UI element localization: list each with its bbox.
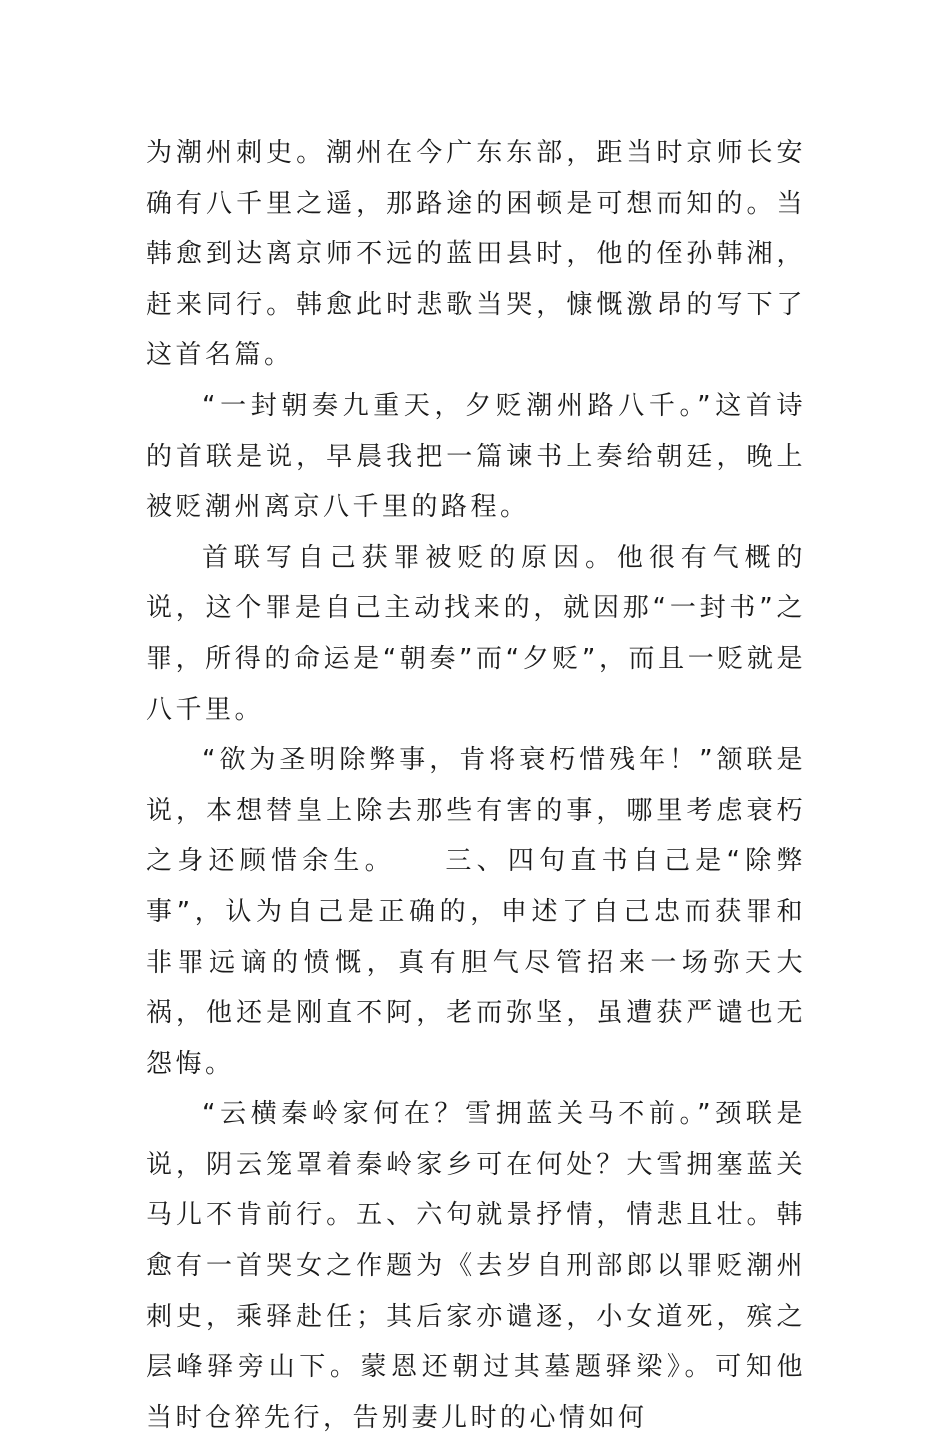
paragraph-4: “欲为圣明除弊事，肯将衰朽惜残年！”颔联是说，本想替皇上除去那些有害的事，哪里考虑衰朽之身还顾惜余生。 三、四句直书自己是“除弊事”，认为自己是正确的，申述了自己忠而获罪和非罪远谪的愤慨，真有胆气尽管招来一场弥天大祸，他还是刚直不阿，老而弥坚，虽遭获严谴也无怨悔。	[146, 745, 806, 1079]
paragraph-5: “云横秦岭家何在？雪拥蓝关马不前。”颈联是说，阴云笼罩着秦岭家乡可在何处？大雪拥塞蓝关马儿不肯前行。五、六句就景抒情，情悲且壮。韩愈有一首哭女之作题为《去岁自刑部郎以罪贬潮州刺史，乘驿赴任；其后家亦谴逐，小女道死，殡之层峰驿旁山下。蒙恩还朝过其墓题驿梁》。可知他当时仓猝先行，告别妻儿时的心情如何	[146, 1099, 806, 1433]
paragraph-1: 为潮州刺史。潮州在今广东东部，距当时京师长安确有八千里之遥，那路途的困顿是可想而知的。当韩愈到达离京师不远的蓝田县时，他的侄孙韩湘，赶来同行。韩愈此时悲歌当哭，慷慨激昂的写下了这首名篇。	[146, 138, 806, 371]
paragraph-2: “一封朝奏九重天，夕贬潮州路八千。”这首诗的首联是说，早晨我把一篇谏书上奏给朝廷，晚上被贬潮州离京八千里的路程。	[146, 390, 806, 523]
document-body	[146, 128, 806, 1443]
paragraph-3: 首联写自己获罪被贬的原因。他很有气概的说，这个罪是自己主动找来的，就因那“一封书”之罪，所得的命运是“朝奏”而“夕贬”，而且一贬就是八千里。	[146, 542, 806, 725]
